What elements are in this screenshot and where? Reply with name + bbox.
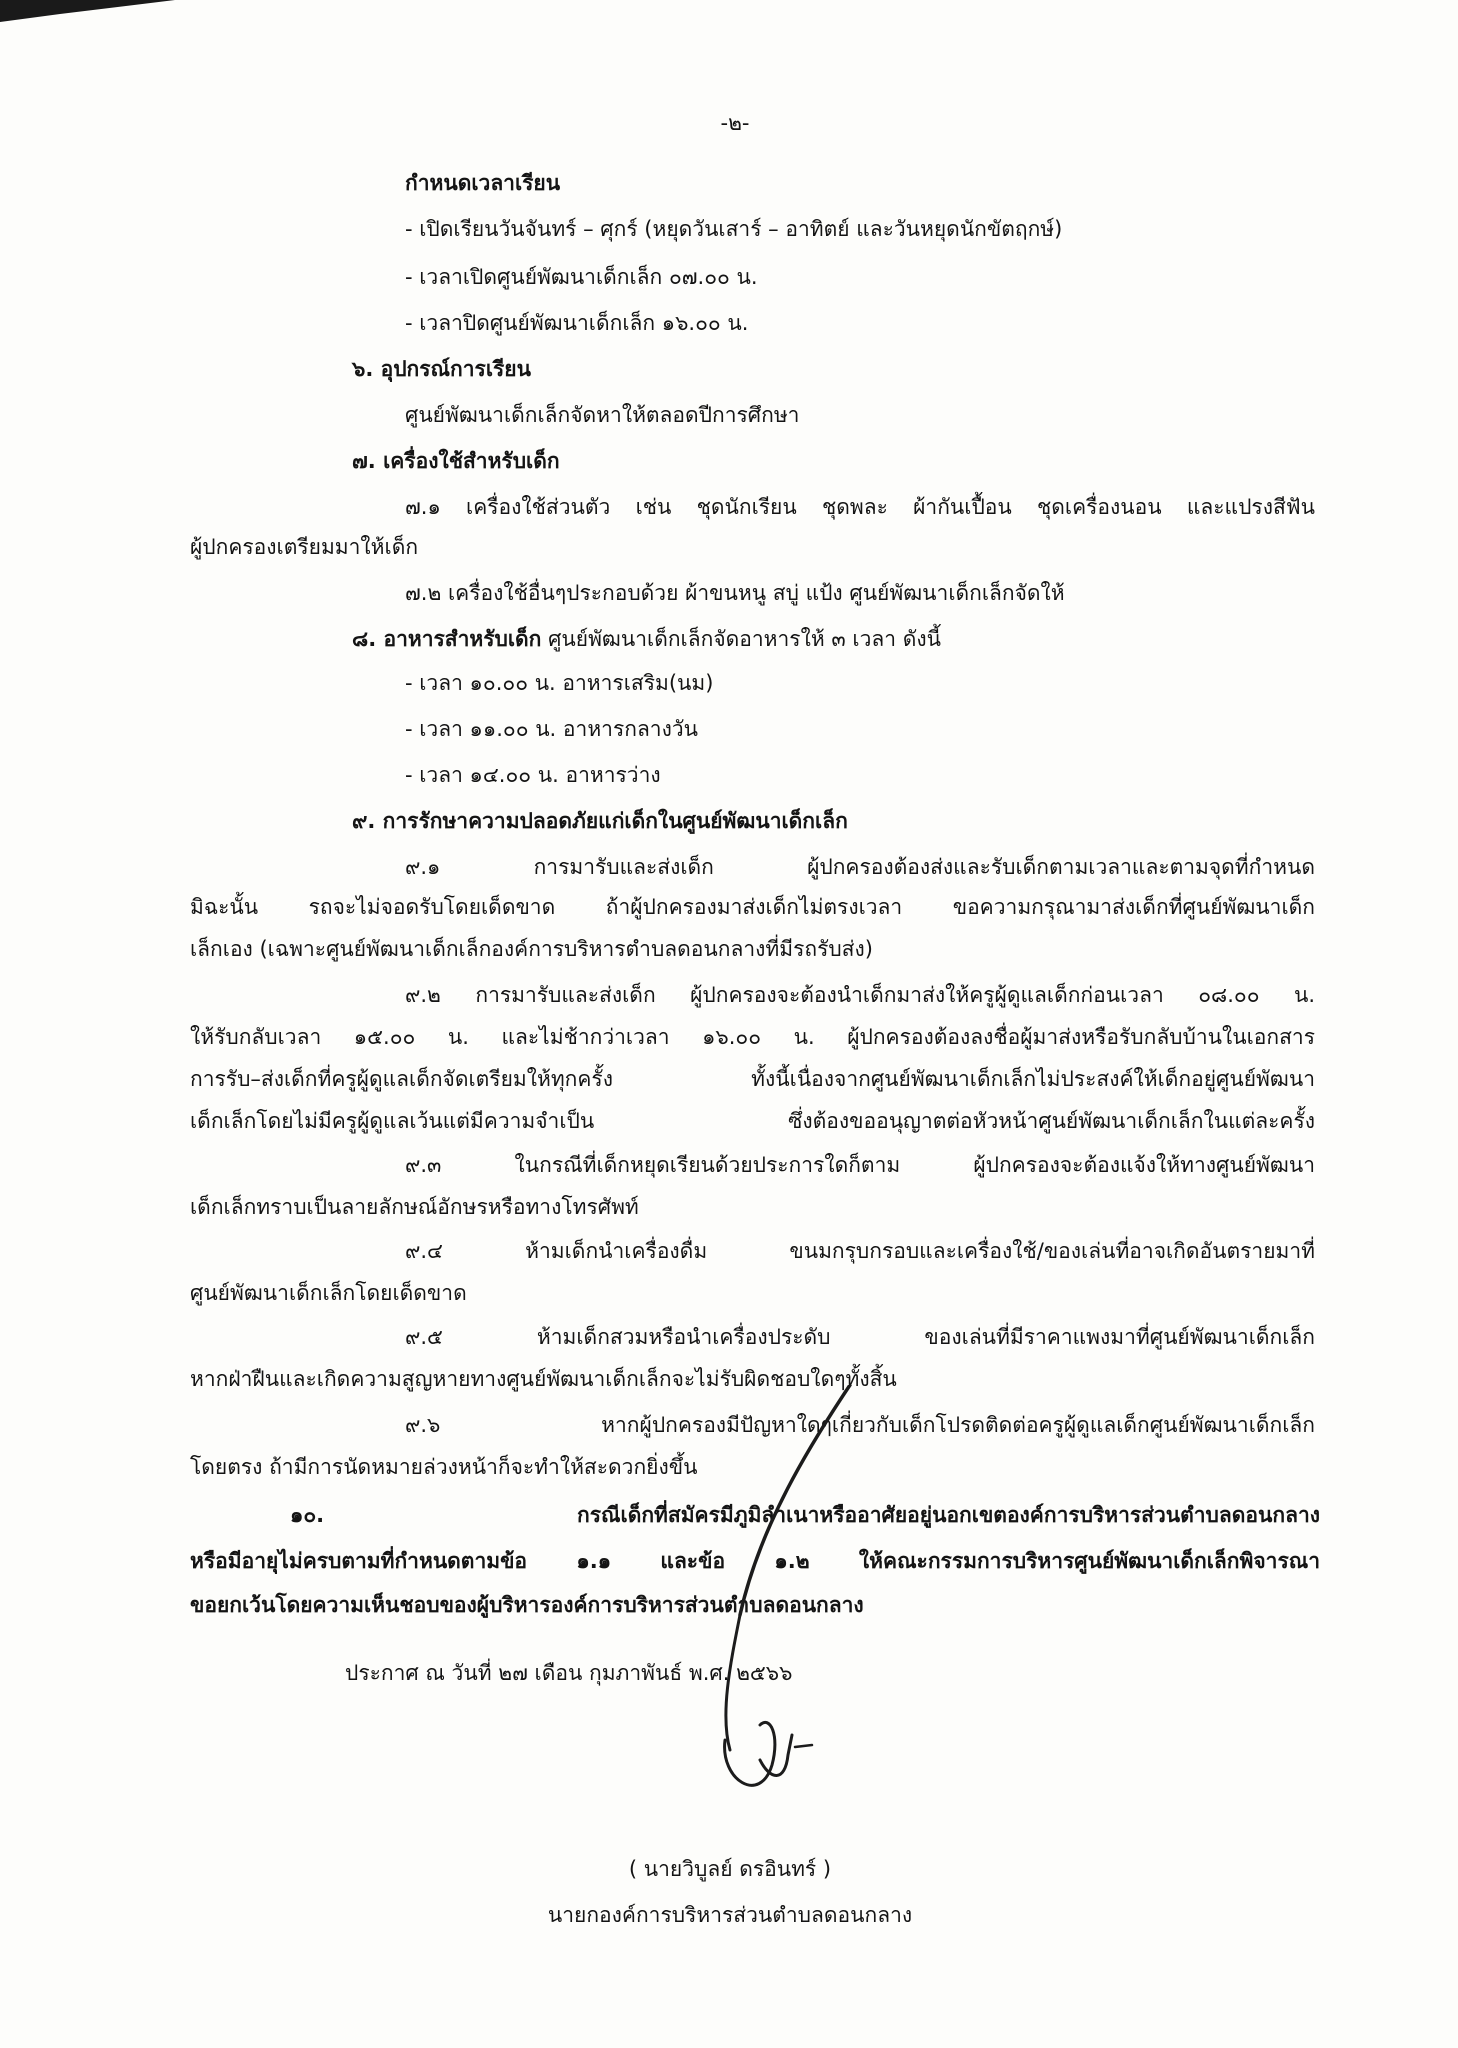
section-10-line: หรือมีอายุไม่ครบตามที่กำหนดตามข้อ ๑.๑ และข้อ ๑.๒ ให้คณะกรรมการบริหารศูนย์พัฒนาเด็กเล็กพิจารณา bbox=[190, 1549, 1320, 1573]
section-8-heading-bold: ๘. อาหารสำหรับเด็ก bbox=[352, 627, 542, 651]
meal-item: - เวลา ๑๐.๐๐ น. อาหารเสริม(นม) bbox=[405, 671, 714, 695]
signer-title: นายกองค์การบริหารส่วนตำบลดอนกลาง bbox=[547, 1903, 913, 1927]
section-7-1-line: ๗.๑ เครื่องใช้ส่วนตัว เช่น ชุดนักเรียน ชุดพละ ผ้ากันเปื้อน ชุดเครื่องนอน และแปรงสีฟัน bbox=[405, 495, 1315, 519]
section-9-4-line: ศูนย์พัฒนาเด็กเล็กโดยเด็ดขาด bbox=[190, 1281, 467, 1305]
signature-mark bbox=[700, 1385, 900, 1805]
section-9-2-line: การรับ–ส่งเด็กที่ครูผู้ดูแลเด็กจัดเตรียมให้ทุกครั้ง ทั้งนี้เนื่องจากศูนย์พัฒนาเด็กเล็กไม่ประสงค์ให้เด็กอยู่ศูนย์พัฒนา bbox=[190, 1067, 1315, 1091]
section-6-heading: ๖. อุปกรณ์การเรียน bbox=[352, 357, 531, 381]
schedule-item: - เวลาเปิดศูนย์พัฒนาเด็กเล็ก ๐๗.๐๐ น. bbox=[405, 265, 758, 289]
section-7-1-line: ผู้ปกครองเตรียมมาให้เด็ก bbox=[190, 535, 419, 559]
section-9-2-line: ให้รับกลับเวลา ๑๕.๐๐ น. และไม่ช้ากว่าเวลา ๑๖.๐๐ น. ผู้ปกครองต้องลงชื่อผู้มาส่งหรือรับกลับบ้านในเอกสาร bbox=[190, 1025, 1315, 1049]
page-number: -๒- bbox=[720, 111, 750, 135]
section-9-2-line: เด็กเล็กโดยไม่มีครูผู้ดูแลเว้นแต่มีความจำเป็น ซึ่งต้องขออนุญาตต่อหัวหน้าศูนย์พัฒนาเด็กเล็กในแต่ละครั้ง bbox=[190, 1109, 1315, 1133]
section-9-1-line: เล็กเอง (เฉพาะศูนย์พัฒนาเด็กเล็กองค์การบริหารตำบลดอนกลางที่มีรถรับส่ง) bbox=[190, 937, 873, 961]
announcement-date: ประกาศ ณ วันที่ ๒๗ เดือน กุมภาพันธ์ พ.ศ. ๒๕๖๖ bbox=[345, 1661, 793, 1685]
section-10-line: ๑๐. กรณีเด็กที่สมัครมีภูมิลำเนาหรืออาศัยอยู่นอกเขตองค์การบริหารส่วนตำบลดอนกลาง bbox=[290, 1503, 1320, 1527]
section-10-line: ขอยกเว้นโดยความเห็นชอบของผู้บริหารองค์การบริหารส่วนตำบลดอนกลาง bbox=[190, 1593, 864, 1617]
section-9-1-line: มิฉะนั้น รถจะไม่จอดรับโดยเด็ดขาด ถ้าผู้ปกครองมาส่งเด็กไม่ตรงเวลา ขอความกรุณามาส่งเด็กที่ศูนย์พัฒนาเด็ก bbox=[190, 895, 1315, 919]
section-9-1-line: ๙.๑ การมารับและส่งเด็ก ผู้ปกครองต้องส่งและรับเด็กตามเวลาและตามจุดที่กำหนด bbox=[405, 855, 1315, 879]
section-9-3-line: ๙.๓ ในกรณีที่เด็กหยุดเรียนด้วยประการใดก็ตาม ผู้ปกครองจะต้องแจ้งให้ทางศูนย์พัฒนา bbox=[405, 1153, 1315, 1177]
section-9-5-line: ๙.๕ ห้ามเด็กสวมหรือนำเครื่องประดับ ของเล่นที่มีราคาแพงมาที่ศูนย์พัฒนาเด็กเล็ก bbox=[405, 1325, 1315, 1349]
signer-name: ( นายวิบูลย์ ดรอินทร์ ) bbox=[628, 1857, 832, 1881]
schedule-item: - เปิดเรียนวันจันทร์ – ศุกร์ (หยุดวันเสาร์ – อาทิตย์ และวันหยุดนักขัตฤกษ์) bbox=[405, 217, 1063, 241]
scan-edge-mark bbox=[0, 0, 180, 40]
section-8-heading bbox=[352, 624, 941, 654]
section-9-5-line: หากฝ่าฝืนและเกิดความสูญหายทางศูนย์พัฒนาเด็กเล็กจะไม่รับผิดชอบใดๆทั้งสิ้น bbox=[190, 1367, 897, 1391]
section-9-3-line: เด็กเล็กทราบเป็นลายลักษณ์อักษรหรือทางโทรศัพท์ bbox=[190, 1195, 639, 1219]
meal-item: - เวลา ๑๔.๐๐ น. อาหารว่าง bbox=[405, 763, 661, 787]
section-9-4-line: ๙.๔ ห้ามเด็กนำเครื่องดื่ม ขนมกรุบกรอบและเครื่องใช้/ของเล่นที่อาจเกิดอันตรายมาที่ bbox=[405, 1239, 1315, 1263]
section-7-2-line: ๗.๒ เครื่องใช้อื่นๆประกอบด้วย ผ้าขนหนู สบู่ แป้ง ศูนย์พัฒนาเด็กเล็กจัดให้ bbox=[405, 581, 1065, 605]
meal-item: - เวลา ๑๑.๐๐ น. อาหารกลางวัน bbox=[405, 717, 699, 741]
section-6-text: ศูนย์พัฒนาเด็กเล็กจัดหาให้ตลอดปีการศึกษา bbox=[405, 403, 800, 427]
section-9-2-line: ๙.๒ การมารับและส่งเด็ก ผู้ปกครองจะต้องนำเด็กมาส่งให้ครูผู้ดูแลเด็กก่อนเวลา ๐๘.๐๐ น. bbox=[405, 983, 1315, 1007]
schedule-heading: กำหนดเวลาเรียน bbox=[405, 171, 561, 195]
schedule-item: - เวลาปิดศูนย์พัฒนาเด็กเล็ก ๑๖.๐๐ น. bbox=[405, 311, 749, 335]
section-9-6-line: ๙.๖ หากผู้ปกครองมีปัญหาใดๆเกี่ยวกับเด็กโปรดติดต่อครูผู้ดูแลเด็กศูนย์พัฒนาเด็กเล็ก bbox=[405, 1413, 1315, 1437]
section-7-heading: ๗. เครื่องใช้สำหรับเด็ก bbox=[352, 449, 560, 473]
section-8-heading-rest: ศูนย์พัฒนาเด็กเล็กจัดอาหารให้ ๓ เวลา ดังนี้ bbox=[541, 627, 941, 651]
section-9-heading: ๙. การรักษาความปลอดภัยแก่เด็กในศูนย์พัฒนาเด็กเล็ก bbox=[352, 809, 848, 833]
section-9-6-line: โดยตรง ถ้ามีการนัดหมายล่วงหน้าก็จะทำให้สะดวกยิ่งขึ้น bbox=[190, 1455, 698, 1479]
